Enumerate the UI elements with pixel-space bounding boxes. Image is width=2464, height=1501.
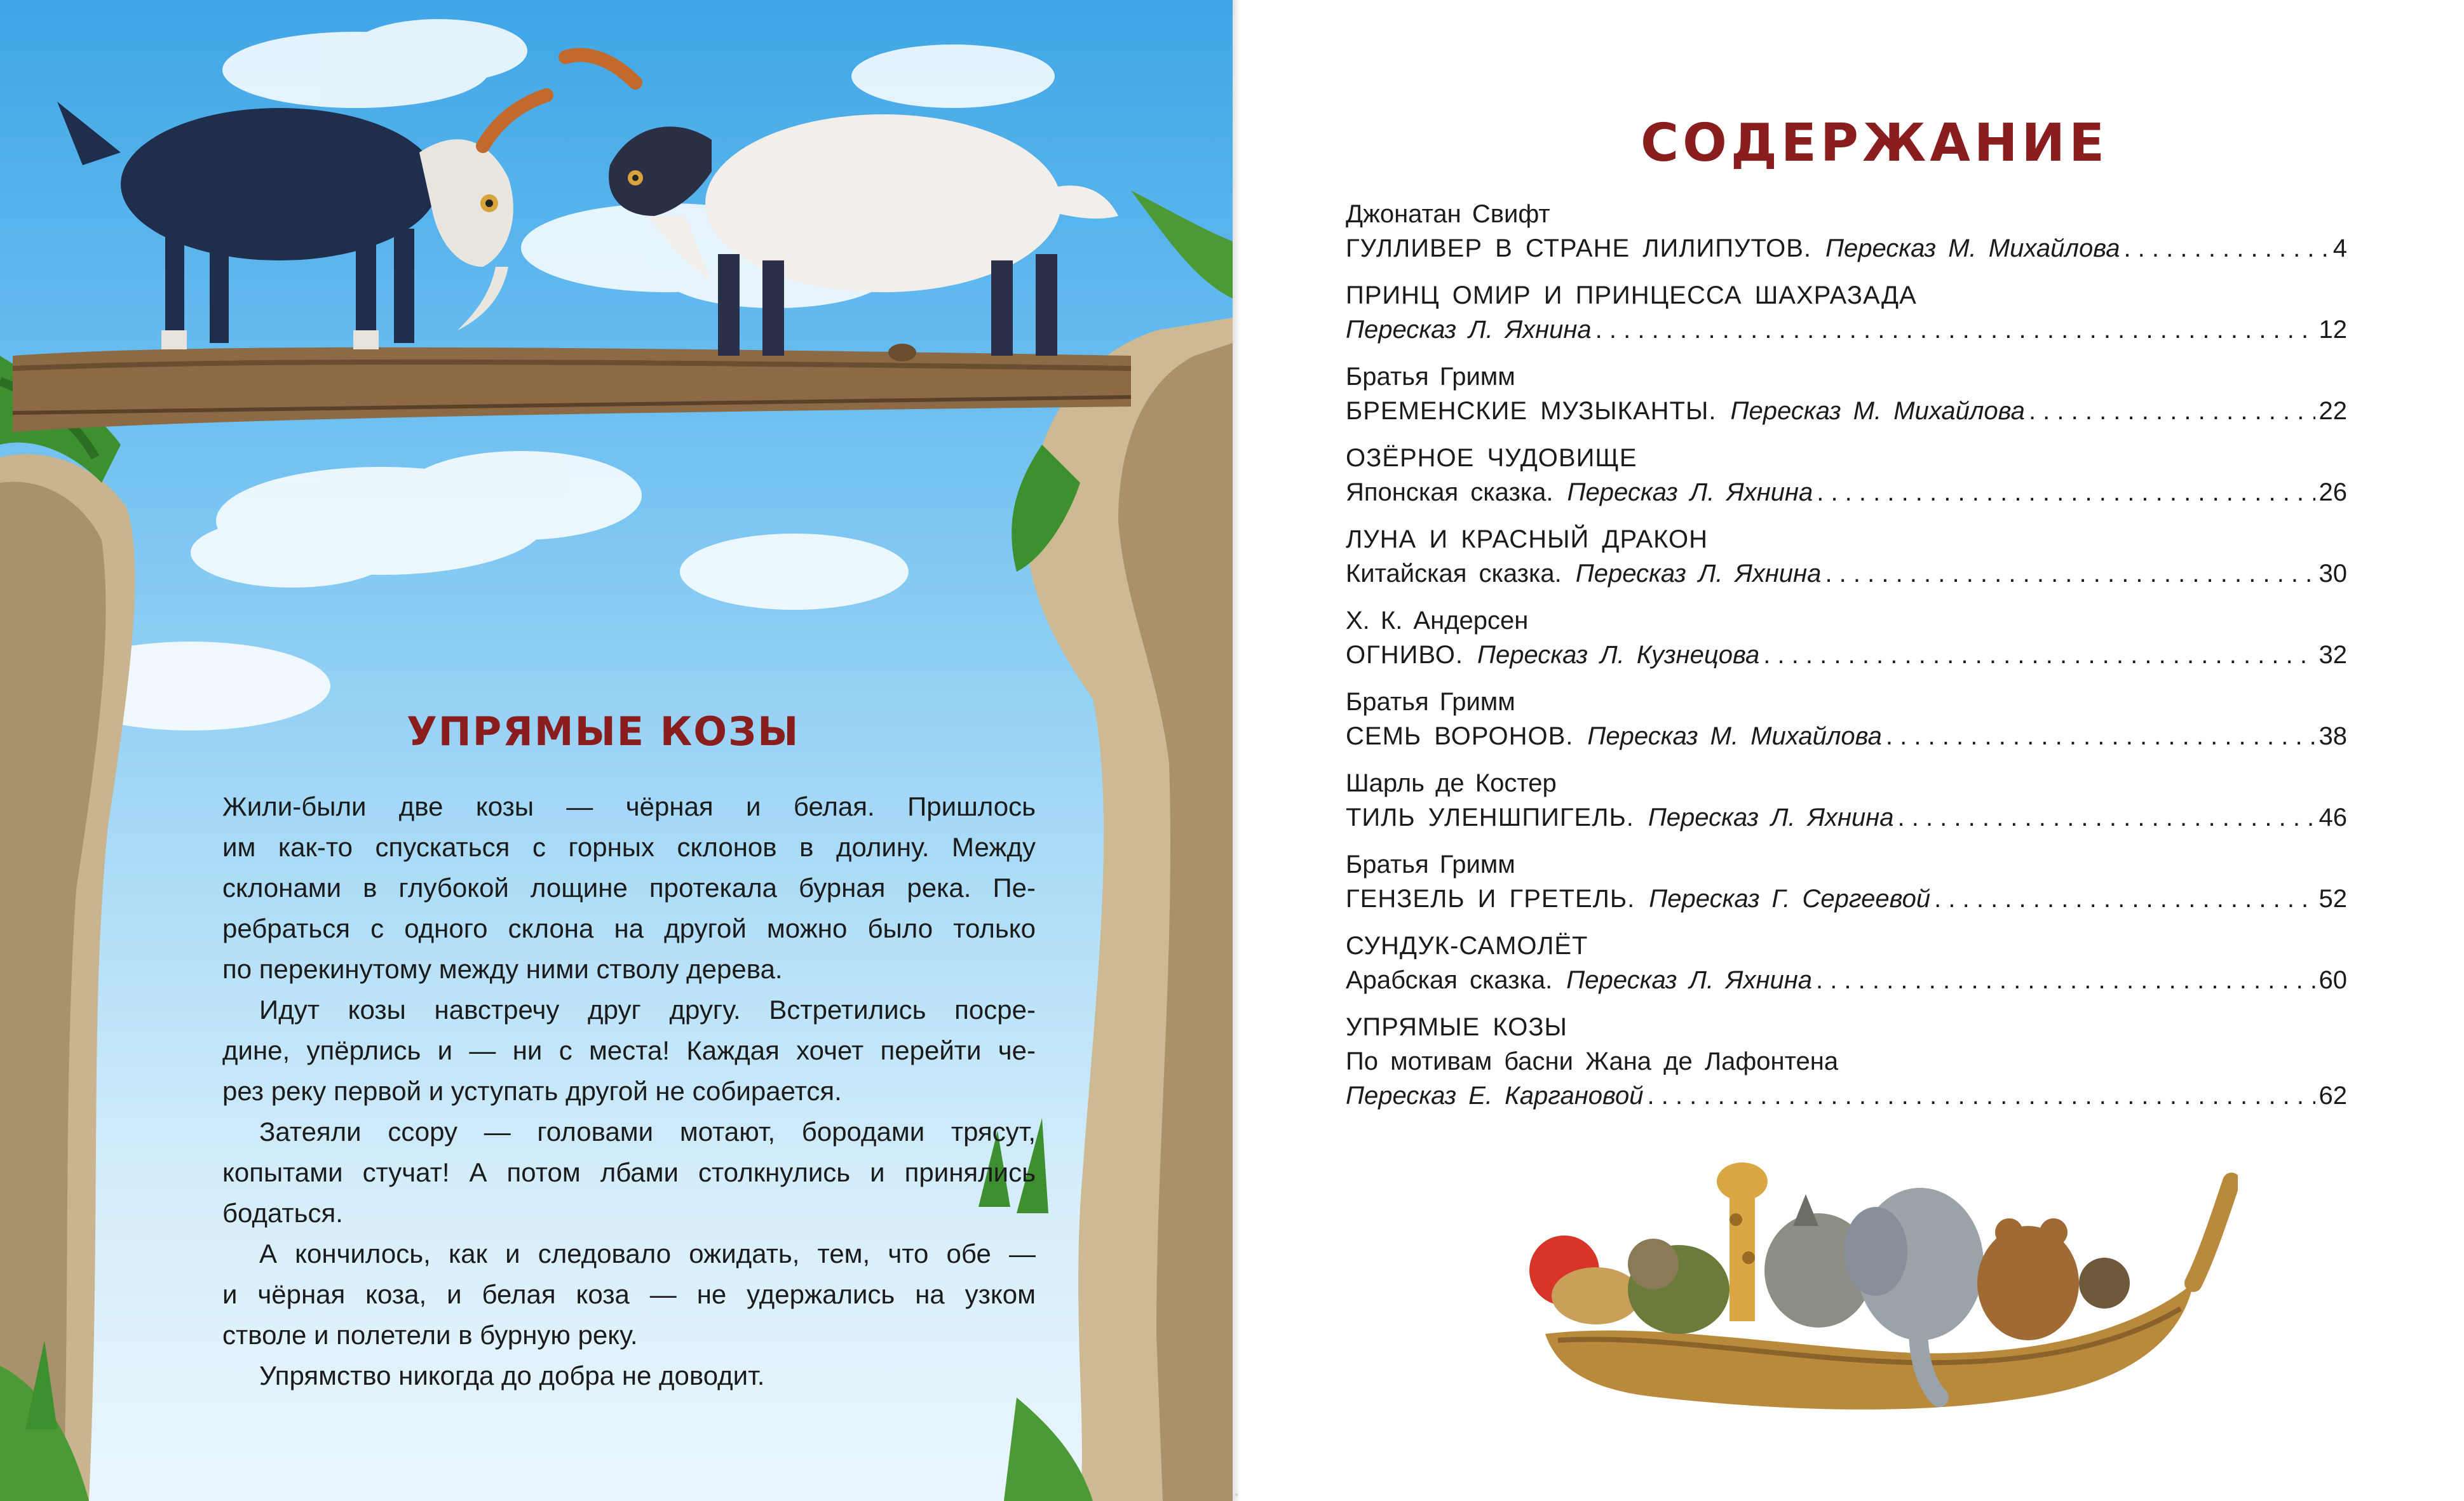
white-goat: [565, 55, 1118, 356]
toc-leader-dots: [1897, 800, 2315, 835]
toc-entry[interactable]: [1346, 522, 2347, 591]
toc-entry[interactable]: [1346, 929, 2347, 997]
toc-credit: Пересказ Г. Сергеевой: [1649, 885, 1931, 913]
toc-title-row: [1346, 800, 2347, 835]
toc-page-number: 62: [2318, 1082, 2347, 1110]
toc-leader-dots: [1886, 719, 2315, 753]
toc-entry-title: ТИЛЬ УЛЕНШПИГЕЛЬ.: [1346, 804, 1634, 831]
toc-title-row: [1346, 1010, 2347, 1044]
story-line: Идут козы навстречу друг другу. Встретились посре-: [259, 995, 1036, 1025]
toc-page-number: 30: [2318, 560, 2347, 588]
toc-credit-row: [1346, 475, 2347, 509]
toc-leader-dots: [1763, 638, 2315, 672]
black-goat: [57, 95, 546, 349]
toc-leader-dots: [1816, 963, 2315, 997]
page-gutter: [1233, 0, 1240, 1501]
story-line: по перекинутому между ними стволу дерева.: [222, 954, 783, 984]
table-of-contents: [1346, 197, 2347, 1126]
toc-leader-dots: [1825, 556, 2315, 591]
toc-credit-row: [1346, 313, 2347, 347]
toc-entry-title: ОЗЁРНОЕ ЧУДОВИЩЕ: [1346, 444, 1637, 472]
toc-leader-dots: [1595, 313, 2315, 347]
toc-entry[interactable]: [1346, 278, 2347, 347]
toc-leader-dots: [1817, 475, 2315, 509]
toc-leader-dots: [1934, 882, 2315, 916]
toc-page-number: 4: [2332, 234, 2347, 262]
toc-subtitle: По мотивам басни Жана де Лафонтена: [1346, 1047, 1839, 1075]
toc-title-row: [1346, 719, 2347, 753]
toc-page-number: 46: [2318, 804, 2347, 831]
story-line: ребраться с одного склона на другой можно было только: [222, 913, 1036, 943]
story-line: Жили-были две козы — чёрная и белая. Пришлось: [222, 791, 1036, 821]
toc-credit: Пересказ Л. Яхнина: [1575, 560, 1822, 588]
toc-page-number: 12: [2318, 316, 2347, 344]
toc-entry-title: ЛУНА И КРАСНЫЙ ДРАКОН: [1346, 525, 1708, 553]
toc-author-row: [1346, 360, 2347, 394]
toc-title-row: [1346, 638, 2347, 672]
toc-credit-row: [1346, 556, 2347, 591]
toc-entry-title: УПРЯМЫЕ КОЗЫ: [1346, 1013, 1567, 1041]
story-line: склонами в глубокой лощине протекала бурная река. Пе-: [222, 873, 1036, 903]
toc-title-row: [1346, 929, 2347, 963]
toc-entry-title: СЕМЬ ВОРОНОВ.: [1346, 722, 1574, 750]
toc-subtitle: Арабская сказка.: [1346, 966, 1553, 994]
toc-entry[interactable]: [1346, 1010, 2347, 1113]
toc-entry[interactable]: [1346, 685, 2347, 753]
toc-author-row: [1346, 603, 2347, 638]
toc-page-number: 32: [2318, 641, 2347, 669]
toc-author-row: [1346, 766, 2347, 800]
toc-author: Братья Гримм: [1346, 363, 1515, 391]
toc-subtitle: Китайская сказка.: [1346, 560, 1562, 588]
toc-author: Х. К. Андерсен: [1346, 607, 1529, 635]
toc-credit-row: [1346, 963, 2347, 997]
toc-page-number: 38: [2318, 722, 2347, 750]
toc-title-row: [1346, 522, 2347, 556]
toc-entry-title: ПРИНЦ ОМИР И ПРИНЦЕССА ШАХРАЗАДА: [1346, 281, 1917, 309]
story-title: УПРЯМЫЕ КОЗЫ: [407, 708, 800, 755]
story-line: и чёрная коза, и белая коза — не удержались на узком: [222, 1279, 1036, 1309]
toc-credit: Пересказ Л. Яхнина: [1648, 804, 1894, 831]
toc-page-number: 60: [2318, 966, 2347, 994]
toc-page-number: 22: [2318, 397, 2347, 425]
toc-credit: Пересказ Л. Кузнецова: [1477, 641, 1760, 669]
toc-leader-dots: [2029, 394, 2315, 428]
story-line: стволе и полетели в бурную реку.: [222, 1320, 638, 1350]
toc-entry-title: ОГНИВО.: [1346, 641, 1463, 669]
story-text: [222, 786, 1036, 1396]
toc-subtitle: Японская сказка.: [1346, 478, 1554, 506]
toc-entry[interactable]: [1346, 360, 2347, 428]
toc-credit: Пересказ Л. Яхнина: [1567, 478, 1813, 506]
toc-title-row: [1346, 882, 2347, 916]
toc-author-row: [1346, 685, 2347, 719]
toc-title-row: [1346, 231, 2347, 266]
toc-credit: Пересказ Л. Яхнина: [1566, 966, 1812, 994]
toc-author-row: [1346, 197, 2347, 231]
toc-entry[interactable]: [1346, 847, 2347, 916]
toc-page-number: 26: [2318, 478, 2347, 506]
toc-entry[interactable]: [1346, 603, 2347, 672]
toc-author-row: [1346, 847, 2347, 882]
toc-author: Братья Гримм: [1346, 688, 1515, 716]
toc-credit-row: [1346, 1079, 2347, 1113]
right-page: [1240, 0, 2464, 1501]
toc-page-number: 52: [2318, 885, 2347, 913]
toc-title: СОДЕРЖАНИЕ: [1641, 113, 2109, 173]
toc-entry-title: СУНДУК-САМОЛЁТ: [1346, 932, 1588, 960]
toc-title-row: [1346, 394, 2347, 428]
toc-sub-row: [1346, 1044, 2347, 1079]
toc-credit: Пересказ М. Михайлова: [1825, 234, 2120, 262]
story-line: рез реку первой и уступать другой не собирается.: [222, 1076, 842, 1106]
toc-title-row: [1346, 441, 2347, 475]
story-line: бодаться.: [222, 1198, 343, 1228]
toc-leader-dots: [2123, 231, 2329, 266]
toc-entry-title: ГЕНЗЕЛЬ И ГРЕТЕЛЬ.: [1346, 885, 1635, 913]
toc-entry-title: БРЕМЕНСКИЕ МУЗЫКАНТЫ.: [1346, 397, 1717, 425]
toc-entry-title: ГУЛЛИВЕР В СТРАНЕ ЛИЛИПУТОВ.: [1346, 234, 1811, 262]
story-line: копытами стучат! А потом лбами столкнулись и принялись: [222, 1157, 1036, 1187]
story-line: А кончилось, как и следовало ожидать, тем, что обе —: [259, 1239, 1036, 1269]
toc-entry[interactable]: [1346, 766, 2347, 835]
toc-author: Братья Гримм: [1346, 851, 1515, 878]
toc-title-row: [1346, 278, 2347, 313]
toc-author: Шарль де Костер: [1346, 769, 1557, 797]
story-line: Упрямство никогда до добра не доводит.: [259, 1361, 765, 1390]
story-line: дине, упёрлись и — ни с места! Каждая хочет перейти че-: [222, 1035, 1036, 1065]
toc-credit: Пересказ М. Михайлова: [1730, 397, 2025, 425]
toc-entry[interactable]: [1346, 441, 2347, 509]
toc-credit: Пересказ М. Михайлова: [1587, 722, 1882, 750]
animals-on-crocodile-illustration: [1520, 1143, 2238, 1436]
toc-credit: Пересказ Л. Яхнина: [1346, 316, 1592, 344]
story-line: им как-то спускаться с горных склонов в долину. Между: [222, 832, 1036, 862]
toc-credit: Пересказ Е. Каргановой: [1346, 1082, 1644, 1110]
toc-entry[interactable]: [1346, 197, 2347, 266]
story-line: Затеяли ссору — головами мотают, бородами трясут,: [259, 1117, 1036, 1147]
toc-leader-dots: [1647, 1079, 2315, 1113]
toc-author: Джонатан Свифт: [1346, 200, 1550, 228]
